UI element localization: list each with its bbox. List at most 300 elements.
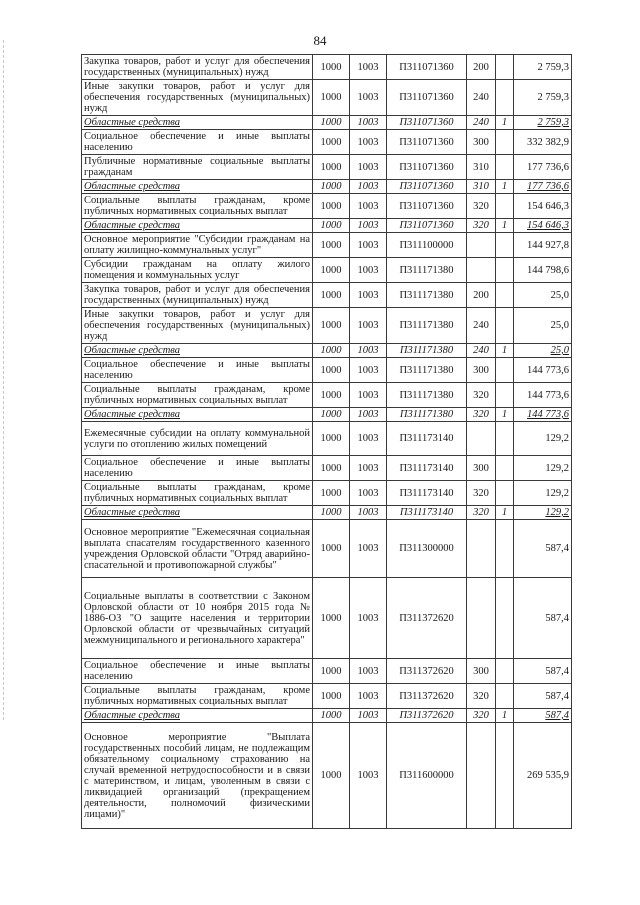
row-description-text: Закупка товаров, работ и услуг для обеспечения государственных (муниципальных) нужд [84,56,310,78]
row-subsection [350,358,387,383]
row-section [313,308,350,344]
row-description-text: Иные закупки товаров, работ и услуг для обеспечения государственных (муниципальных) нужд [84,81,310,114]
table-row [82,520,572,578]
row-description-text: Социальные выплаты гражданам, кроме публичных нормативных социальных выплат [84,384,310,406]
row-subsection [350,308,387,344]
row-section-text: 1000 [320,462,342,474]
row-subsection [350,80,387,116]
row-section [313,194,350,219]
row-subsection [350,684,387,709]
row-target-code [387,408,467,422]
row-amount [514,684,572,709]
row-section [313,80,350,116]
row-target-code [387,422,467,456]
regional-funds-row [82,709,572,723]
row-target-code-text: П311173140 [399,487,454,499]
row-subsection-text: 1003 [357,543,379,554]
row-expense-type [467,422,496,456]
row-target-code [387,344,467,358]
row-amount-text: 2 759,3 [537,92,569,103]
row-target-code-text: П311173140 [399,462,454,474]
row-target-code-text: П311071360 [399,136,454,148]
page-number: 84 [313,33,327,48]
regional-funds-row [82,344,572,358]
row-section [313,422,350,456]
row-description-text: Областные средства [84,117,181,128]
row-target-code-text: П311372620 [399,612,454,624]
row-description [82,344,313,358]
row-expense-type-text: 310 [473,181,489,192]
row-target-code-text: П311173140 [399,433,454,444]
row-section [313,456,350,481]
row-subsection [350,709,387,723]
row-subsection [350,422,387,456]
row-funding-source-text: 1 [501,345,508,356]
row-section [313,55,350,80]
row-funding-source [496,219,514,233]
row-section [313,578,350,659]
table-row [82,684,572,709]
row-description [82,578,313,659]
row-amount [514,422,572,456]
row-amount-text: 587,4 [545,710,569,721]
row-subsection [350,578,387,659]
row-target-code-text: П311071360 [399,117,454,128]
row-expense-type [467,283,496,308]
row-description-text: Областные средства [84,409,181,420]
row-subsection [350,659,387,684]
row-amount-text: 25,0 [550,289,569,301]
row-section [313,358,350,383]
row-description [82,709,313,723]
row-funding-source [496,308,514,344]
table-row [82,383,572,408]
row-description-text: Ежемесячные субсидии на оплату коммунальной услуги по отоплению жилых помещений [84,427,310,450]
row-target-code-text: П311171380 [399,264,454,276]
row-description [82,219,313,233]
row-target-code-text: П311071360 [399,200,454,212]
row-funding-source [496,684,514,709]
row-expense-type-text: 240 [473,320,489,331]
row-description [82,358,313,383]
row-amount [514,456,572,481]
row-funding-source [496,80,514,116]
row-expense-type-text: 300 [473,364,489,376]
row-subsection [350,180,387,194]
row-section-text: 1000 [320,200,342,212]
row-amount [514,130,572,155]
row-funding-source [496,194,514,219]
row-funding-source [496,130,514,155]
row-subsection-text: 1003 [357,364,379,376]
row-amount [514,481,572,506]
row-expense-type-text: 320 [473,710,489,721]
row-description-text: Областные средства [84,345,181,356]
row-funding-source [496,659,514,684]
row-description-text: Основное мероприятие "Выплата государственных пособий лицам, не подлежащим обязательному социальному страхованию на случай временной нетрудоспособности и в связи с материнством, и лицам, уволенным в связи с ликвидацией организаций (прекращением деятельности, полномочий физическими лицами)" [84,731,310,820]
row-target-code-text: П311100000 [399,239,454,251]
row-amount-text: 269 535,9 [527,770,569,781]
row-target-code [387,659,467,684]
row-funding-source [496,55,514,80]
row-amount-text: 177 736,6 [527,181,569,192]
row-section-text: 1000 [320,710,342,721]
row-expense-type-text: 200 [473,61,489,73]
table-row [82,723,572,829]
row-section [313,383,350,408]
row-subsection-text: 1003 [357,320,379,331]
row-description [82,180,313,194]
row-subsection [350,219,387,233]
row-description-text: Социальное обеспечение и иные выплаты населению [84,131,310,153]
row-section [313,723,350,829]
row-target-code-text: П311171380 [399,345,454,356]
row-target-code [387,383,467,408]
row-subsection-text: 1003 [357,117,379,128]
regional-funds-row [82,219,572,233]
row-section-text: 1000 [320,487,342,499]
row-target-code [387,506,467,520]
row-section [313,520,350,578]
table-row [82,80,572,116]
row-amount-text: 144 798,6 [527,264,569,276]
row-section-text: 1000 [320,433,342,444]
row-funding-source [496,344,514,358]
row-target-code-text: П311372620 [399,690,454,702]
row-target-code [387,308,467,344]
row-amount-text: 129,2 [545,462,569,474]
row-amount-text: 177 736,6 [527,161,569,173]
row-section-text: 1000 [320,61,342,73]
table-row [82,258,572,283]
row-expense-type-text: 240 [473,92,489,103]
row-description-text: Публичные нормативные социальные выплаты гражданам [84,156,310,178]
row-target-code-text: П311071360 [399,220,454,231]
row-subsection [350,506,387,520]
row-expense-type-text: 320 [473,409,489,420]
row-subsection-text: 1003 [357,92,379,103]
row-target-code [387,155,467,180]
row-subsection [350,408,387,422]
row-section-text: 1000 [320,409,342,420]
row-description-text: Основное мероприятие "Ежемесячная социальная выплата спасателям государственного казенного учреждения Орловской области "Отряд аварийно-спасательной и противопожарной службы" [84,526,310,571]
row-expense-type [467,723,496,829]
row-expense-type [467,481,496,506]
row-section-text: 1000 [320,612,342,624]
row-section-text: 1000 [320,161,342,173]
row-subsection [350,116,387,130]
row-funding-source-text: 1 [501,409,508,420]
row-expense-type-text: 240 [473,345,489,356]
row-section-text: 1000 [320,136,342,148]
row-section [313,684,350,709]
row-funding-source [496,481,514,506]
row-section [313,659,350,684]
row-amount-text: 2 759,3 [537,61,569,73]
row-section-text: 1000 [320,543,342,554]
row-expense-type-text: 320 [473,220,489,231]
row-funding-source [496,180,514,194]
row-expense-type [467,456,496,481]
row-amount [514,506,572,520]
table-row [82,308,572,344]
row-subsection-text: 1003 [357,200,379,212]
row-funding-source [496,258,514,283]
table-row [82,55,572,80]
table-row [82,194,572,219]
row-amount [514,194,572,219]
row-expense-type [467,344,496,358]
table-row [82,422,572,456]
row-amount [514,520,572,578]
row-target-code-text: П311300000 [399,543,454,554]
row-subsection-text: 1003 [357,136,379,148]
row-description-text: Социальные выплаты гражданам, кроме публичных нормативных социальных выплат [84,482,310,504]
row-amount-text: 144 927,8 [527,239,569,251]
row-target-code-text: П311171380 [399,320,454,331]
row-description-text: Субсидии гражданам на оплату жилого помещения и коммунальных услуг [84,259,310,281]
row-target-code [387,116,467,130]
row-description-text: Областные средства [84,507,181,518]
row-subsection-text: 1003 [357,462,379,474]
row-expense-type [467,684,496,709]
row-amount [514,308,572,344]
row-amount [514,258,572,283]
row-funding-source [496,422,514,456]
row-amount-text: 129,2 [545,507,569,518]
row-funding-source-text: 1 [501,220,508,231]
row-description [82,422,313,456]
scan-margin-line [3,40,6,720]
row-expense-type-text: 300 [473,462,489,474]
row-section [313,155,350,180]
row-subsection-text: 1003 [357,770,379,781]
row-amount-text: 129,2 [545,487,569,499]
row-expense-type-text: 200 [473,289,489,301]
row-subsection-text: 1003 [357,409,379,420]
row-subsection [350,481,387,506]
row-amount [514,578,572,659]
row-description [82,194,313,219]
row-subsection [350,55,387,80]
table-row [82,659,572,684]
row-funding-source [496,456,514,481]
row-description [82,723,313,829]
row-amount [514,723,572,829]
row-description [82,55,313,80]
row-target-code [387,233,467,258]
row-section-text: 1000 [320,239,342,251]
row-amount-text: 25,0 [550,320,569,331]
row-section [313,233,350,258]
row-subsection-text: 1003 [357,710,379,721]
row-subsection-text: 1003 [357,61,379,73]
table-row [82,578,572,659]
row-subsection-text: 1003 [357,612,379,624]
row-amount-text: 154 646,3 [527,200,569,212]
row-expense-type [467,233,496,258]
row-subsection [350,723,387,829]
row-section-text: 1000 [320,345,342,356]
row-funding-source [496,233,514,258]
row-expense-type [467,55,496,80]
row-target-code [387,456,467,481]
row-target-code-text: П311071360 [399,181,454,192]
row-target-code [387,80,467,116]
row-funding-source [496,520,514,578]
row-section-text: 1000 [320,770,342,781]
row-subsection-text: 1003 [357,389,379,401]
row-amount [514,283,572,308]
row-section-text: 1000 [320,690,342,702]
row-description [82,456,313,481]
table-row [82,358,572,383]
row-description [82,233,313,258]
row-expense-type [467,578,496,659]
row-description [82,308,313,344]
row-expense-type [467,408,496,422]
row-target-code-text: П311600000 [399,770,454,781]
row-amount-text: 587,4 [545,543,569,554]
row-target-code [387,55,467,80]
row-target-code [387,283,467,308]
row-target-code [387,723,467,829]
row-description-text: Социальные выплаты в соответствии с Законом Орловской области от 10 ноября 2015 года № 1886-ОЗ "О защите населения и территории Орловской области от чрезвычайных ситуаций межмуниципального и регионального характера" [84,590,310,646]
row-description-text: Социальные выплаты гражданам, кроме публичных нормативных социальных выплат [84,195,310,217]
row-expense-type-text: 320 [473,200,489,212]
row-target-code-text: П311171380 [399,364,454,376]
row-amount [514,180,572,194]
row-expense-type [467,180,496,194]
row-amount [514,358,572,383]
row-amount-text: 587,4 [545,690,569,702]
row-description-text: Основное мероприятие "Субсидии гражданам на оплату жилищно-коммунальных услуг" [84,234,310,256]
row-section-text: 1000 [320,665,342,677]
row-amount-text: 154 646,3 [527,220,569,231]
row-target-code [387,358,467,383]
row-description-text: Областные средства [84,710,181,721]
row-description [82,130,313,155]
row-funding-source-text: 1 [501,117,508,128]
budget-table-body [82,55,572,829]
regional-funds-row [82,116,572,130]
row-description [82,116,313,130]
row-funding-source-text: 1 [501,181,508,192]
row-description [82,408,313,422]
row-section [313,219,350,233]
row-amount-text: 2 759,3 [537,117,569,128]
row-description [82,481,313,506]
regional-funds-row [82,180,572,194]
row-amount [514,709,572,723]
row-expense-type [467,130,496,155]
row-amount-text: 144 773,6 [527,389,569,401]
row-target-code [387,481,467,506]
table-row [82,233,572,258]
row-section [313,283,350,308]
row-description-text: Областные средства [84,181,181,192]
row-funding-source [496,283,514,308]
row-subsection [350,520,387,578]
row-expense-type [467,258,496,283]
row-description [82,383,313,408]
row-target-code [387,194,467,219]
budget-table [81,54,572,829]
row-subsection [350,194,387,219]
row-section [313,709,350,723]
row-funding-source [496,578,514,659]
row-target-code-text: П311372620 [399,710,454,721]
row-amount [514,55,572,80]
row-section-text: 1000 [320,289,342,301]
row-amount-text: 144 773,6 [527,364,569,376]
row-section-text: 1000 [320,320,342,331]
row-description [82,684,313,709]
row-description-text: Социальные выплаты гражданам, кроме публичных нормативных социальных выплат [84,685,310,707]
row-subsection-text: 1003 [357,220,379,231]
row-expense-type [467,308,496,344]
row-subsection [350,130,387,155]
row-subsection-text: 1003 [357,345,379,356]
row-funding-source [496,408,514,422]
row-subsection-text: 1003 [357,665,379,677]
row-expense-type [467,116,496,130]
row-description [82,520,313,578]
row-target-code [387,520,467,578]
row-target-code-text: П311171380 [399,389,454,401]
row-section-text: 1000 [320,264,342,276]
row-subsection-text: 1003 [357,690,379,702]
row-target-code [387,578,467,659]
row-section [313,506,350,520]
row-funding-source-text: 1 [501,507,508,518]
row-expense-type-text: 320 [473,507,489,518]
row-expense-type [467,80,496,116]
row-expense-type-text: 300 [473,136,489,148]
row-amount-text: 25,0 [550,345,569,356]
row-target-code-text: П311071360 [399,92,454,103]
row-subsection-text: 1003 [357,181,379,192]
row-expense-type-text: 300 [473,665,489,677]
row-section [313,116,350,130]
row-subsection [350,155,387,180]
row-expense-type [467,506,496,520]
row-funding-source [496,506,514,520]
row-description [82,659,313,684]
row-expense-type-text: 240 [473,117,489,128]
row-description-text: Социальное обеспечение и иные выплаты населению [84,359,310,381]
row-subsection-text: 1003 [357,161,379,173]
row-amount [514,659,572,684]
table-row [82,456,572,481]
row-subsection [350,258,387,283]
row-amount [514,116,572,130]
row-funding-source [496,155,514,180]
row-subsection-text: 1003 [357,433,379,444]
row-amount [514,408,572,422]
row-expense-type-text: 310 [473,161,489,173]
row-expense-type-text: 320 [473,389,489,401]
row-section-text: 1000 [320,181,342,192]
row-expense-type [467,659,496,684]
row-description-text: Социальное обеспечение и иные выплаты населению [84,457,310,479]
row-description [82,283,313,308]
table-row [82,130,572,155]
row-amount [514,219,572,233]
row-funding-source [496,723,514,829]
row-target-code [387,130,467,155]
row-funding-source [496,383,514,408]
